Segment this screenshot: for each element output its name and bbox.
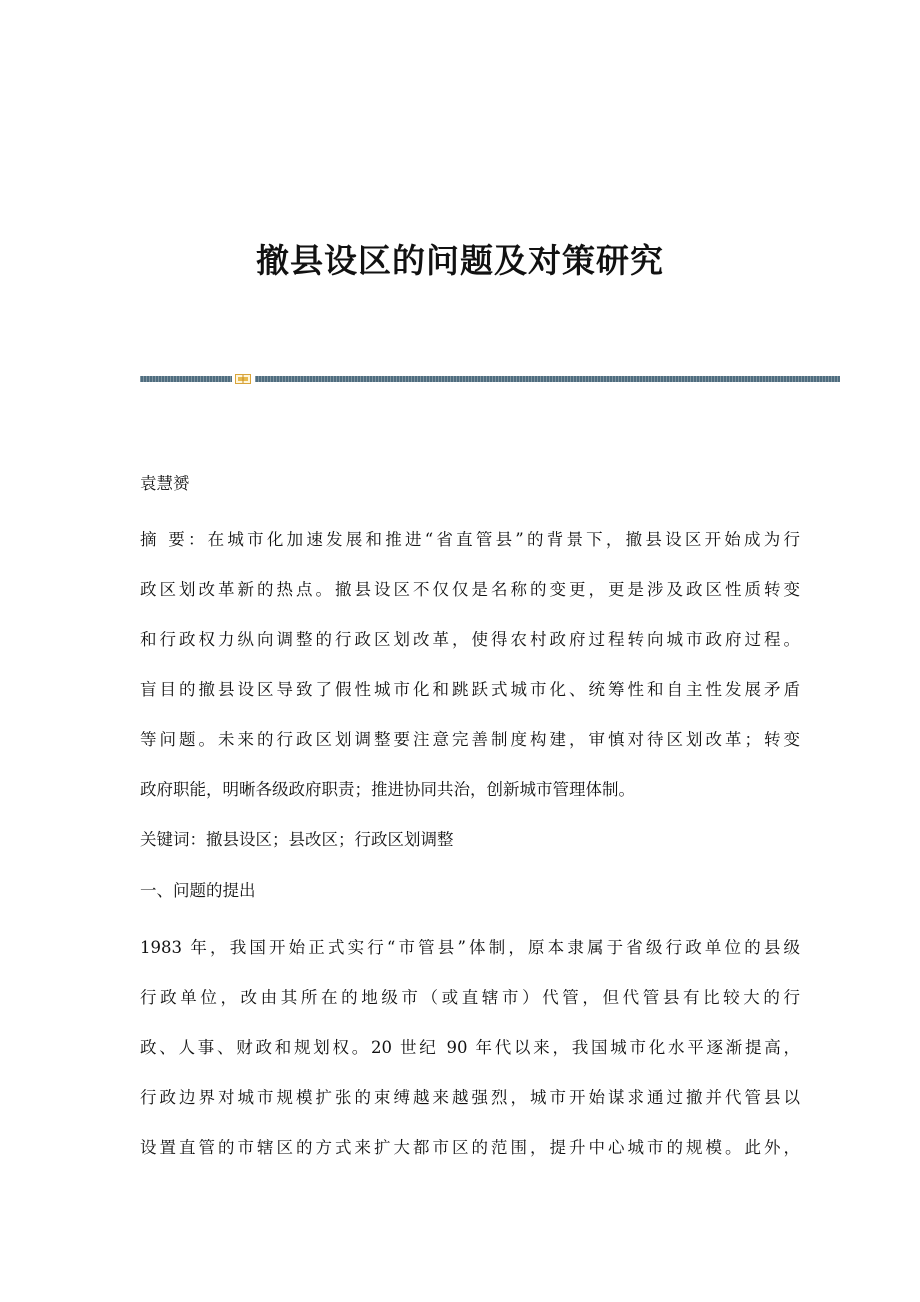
divider-bar-right — [255, 376, 840, 382]
body-line-3: 政、人事、财政和规划权。20 世纪 90 年代以来，我国城市化水平逐渐提高， — [140, 1038, 800, 1057]
body-line-1: 1983 年，我国开始正式实行“市管县”体制，原本隶属于省级行政单位的县级 — [140, 938, 800, 957]
keywords: 关键词：撤县设区；县改区；行政区划调整 — [140, 830, 454, 849]
decorative-ornament-icon — [235, 374, 251, 384]
body-line-2: 行政单位，改由其所在的地级市（或直辖市）代管，但代管县有比较大的行 — [140, 988, 800, 1007]
abstract-line-3: 和行政权力纵向调整的行政区划改革，使得农村政府过程转向城市政府过程。 — [140, 630, 800, 649]
body-line-4: 行政边界对城市规模扩张的束缚越来越强烈，城市开始谋求通过撤并代管县以 — [140, 1088, 800, 1107]
abstract-line-4: 盲目的撤县设区导致了假性城市化和跳跃式城市化、统筹性和自主性发展矛盾 — [140, 680, 800, 699]
abstract-line-1: 摘 要：在城市化加速发展和推进“省直管县”的背景下，撤县设区开始成为行 — [140, 530, 800, 549]
divider-bar-left — [140, 376, 232, 382]
body-line-5: 设置直管的市辖区的方式来扩大都市区的范围，提升中心城市的规模。此外， — [140, 1138, 800, 1157]
author-name: 袁慧赟 — [140, 474, 190, 493]
section-heading: 一、问题的提出 — [140, 881, 256, 900]
abstract-line-5: 等问题。未来的行政区划调整要注意完善制度构建，审慎对待区划改革；转变 — [140, 730, 800, 749]
abstract-line-6: 政府职能，明晰各级政府职责；推进协同共治，创新城市管理体制。 — [140, 780, 635, 799]
abstract-line-2: 政区划改革新的热点。撤县设区不仅仅是名称的变更，更是涉及政区性质转变 — [140, 580, 800, 599]
title-divider — [140, 374, 840, 384]
page-title: 撤县设区的问题及对策研究 — [256, 241, 664, 281]
